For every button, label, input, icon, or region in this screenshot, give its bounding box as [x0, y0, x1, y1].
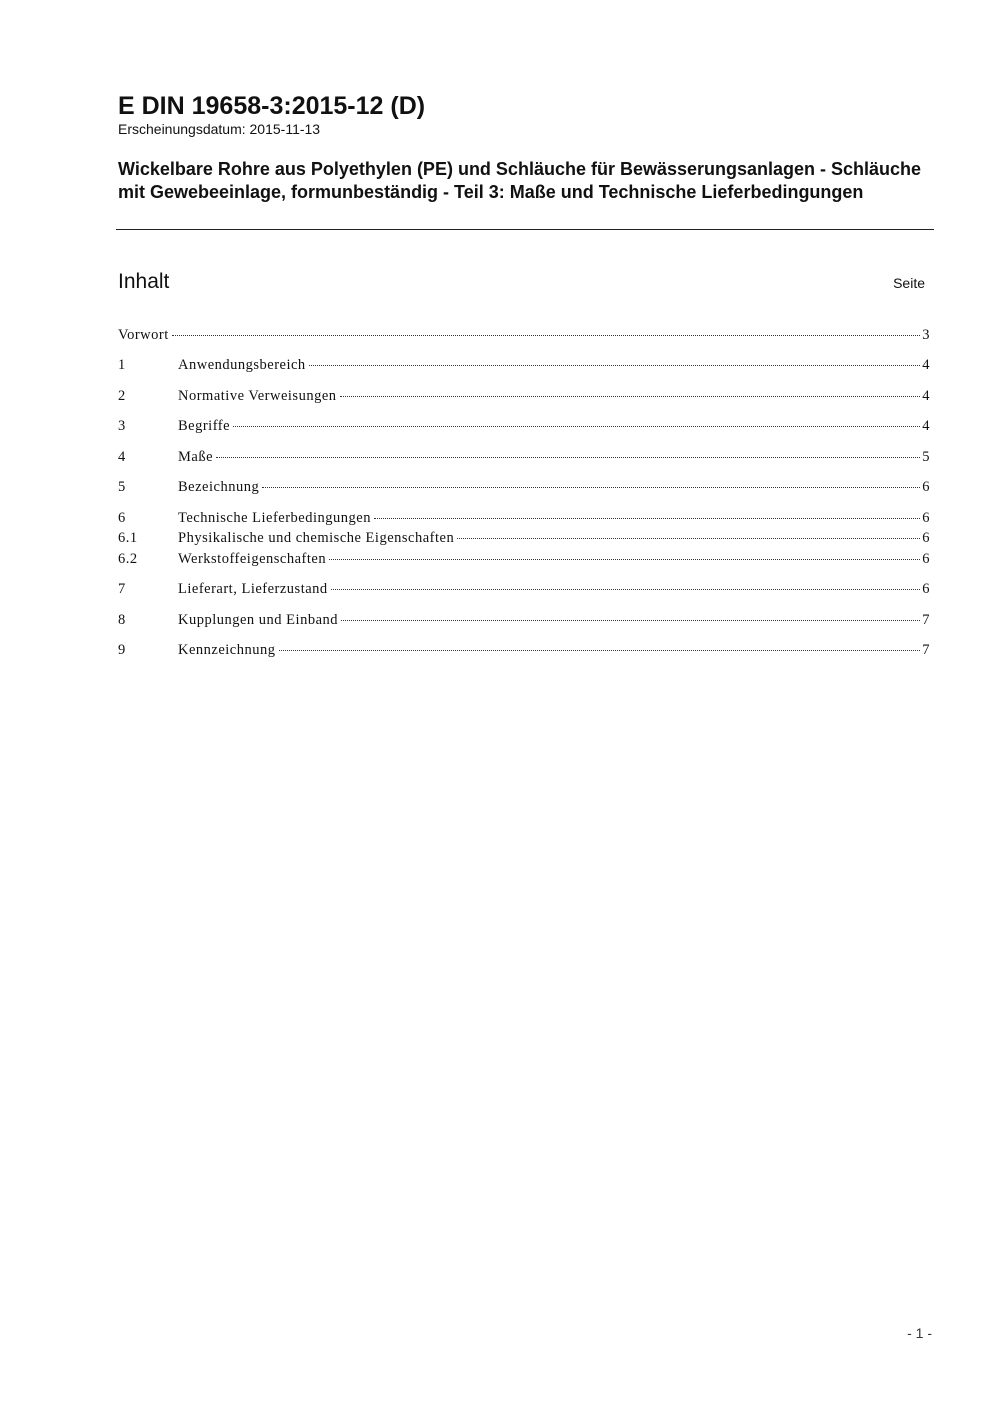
toc-entry-4[interactable]: [118, 448, 930, 466]
toc-entry-number: 8: [118, 612, 126, 628]
toc-leader-dots: [262, 487, 920, 488]
toc-leader-dots: [457, 538, 920, 539]
toc-entry-page: 6: [922, 510, 930, 526]
toc-entry-page: 7: [922, 642, 930, 658]
toc-leader-dots: [340, 396, 921, 397]
toc-entry-number: 4: [118, 449, 126, 465]
toc-entry-7[interactable]: [118, 580, 930, 598]
toc-entry-page: 6: [922, 551, 930, 567]
page-number: - 1 -: [907, 1325, 932, 1341]
toc-entry-1[interactable]: [118, 356, 930, 374]
toc-page-column-label: Seite: [893, 275, 925, 291]
toc-entry-text: Bezeichnung: [178, 479, 260, 495]
toc-entry-number: 3: [118, 418, 126, 434]
toc-leader-dots: [172, 335, 920, 336]
toc-entry-number: 6: [118, 510, 126, 526]
toc-entry-number: 7: [118, 581, 126, 597]
toc-heading: Inhalt: [118, 270, 170, 293]
toc-entry-text: Maße: [178, 449, 214, 465]
toc-entry-number: 5: [118, 479, 126, 495]
document-title: Wickelbare Rohre aus Polyethylen (PE) und Schläuche für Bewässerungsanlagen - Schläuche mit Gewebeeinlage, formunbeständig - Teil 3: Maße und Technische Lieferbedingungen: [118, 159, 922, 202]
toc-entry-6-1[interactable]: [118, 529, 930, 547]
toc-leader-dots: [329, 559, 920, 560]
toc-entry-6[interactable]: [118, 509, 930, 527]
publication-date: Erscheinungsdatum: 2015-11-13: [118, 121, 321, 137]
title-divider: [116, 229, 934, 230]
toc-leader-dots: [309, 365, 921, 366]
toc-entry-text: Werkstoffeigenschaften: [178, 551, 327, 567]
toc-entry-page: 6: [922, 581, 930, 597]
toc-entry-vorwort[interactable]: [118, 326, 930, 344]
document-id: E DIN 19658-3:2015-12 (D): [118, 92, 426, 120]
toc-entry-number: 1: [118, 357, 126, 373]
toc-entry-5[interactable]: [118, 478, 930, 496]
toc-entry-8[interactable]: [118, 611, 930, 629]
toc-entry-3[interactable]: [118, 417, 930, 435]
toc-entry-text: Lieferart, Lieferzustand: [178, 581, 328, 597]
toc-entry-text: Anwendungsbereich: [178, 357, 306, 373]
toc-entry-9[interactable]: [118, 641, 930, 659]
toc-entry-number: 9: [118, 642, 126, 658]
toc-entry-2[interactable]: [118, 387, 930, 405]
toc-entry-page: 4: [922, 418, 930, 434]
toc-entry-page: 3: [922, 327, 930, 343]
toc-entry-text: Kupplungen und Einband: [178, 612, 339, 628]
toc-entry-text: Vorwort: [118, 327, 169, 343]
toc-entry-page: 5: [922, 449, 930, 465]
toc-leader-dots: [331, 589, 921, 590]
toc-leader-dots: [216, 457, 920, 458]
toc-entry-text: Normative Verweisungen: [178, 388, 337, 404]
toc-entry-text: Technische Lieferbedingungen: [178, 510, 371, 526]
toc-entry-page: 6: [922, 479, 930, 495]
toc-entry-number: 6.2: [118, 551, 138, 567]
toc-leader-dots: [233, 426, 920, 427]
toc-leader-dots: [341, 620, 920, 621]
toc-entry-text: Kennzeichnung: [178, 642, 276, 658]
toc-entry-page: 6: [922, 530, 930, 546]
toc-leader-dots: [374, 518, 920, 519]
toc-entry-text: Physikalische und chemische Eigenschaften: [178, 530, 455, 546]
toc-entry-text: Begriffe: [178, 418, 231, 434]
toc-entry-page: 4: [922, 388, 930, 404]
toc-entry-page: 4: [922, 357, 930, 373]
toc-entry-number: 2: [118, 388, 126, 404]
toc-entry-6-2[interactable]: [118, 550, 930, 568]
toc-leader-dots: [279, 650, 921, 651]
toc-entry-page: 7: [922, 612, 930, 628]
toc-entry-number: 6.1: [118, 530, 138, 546]
